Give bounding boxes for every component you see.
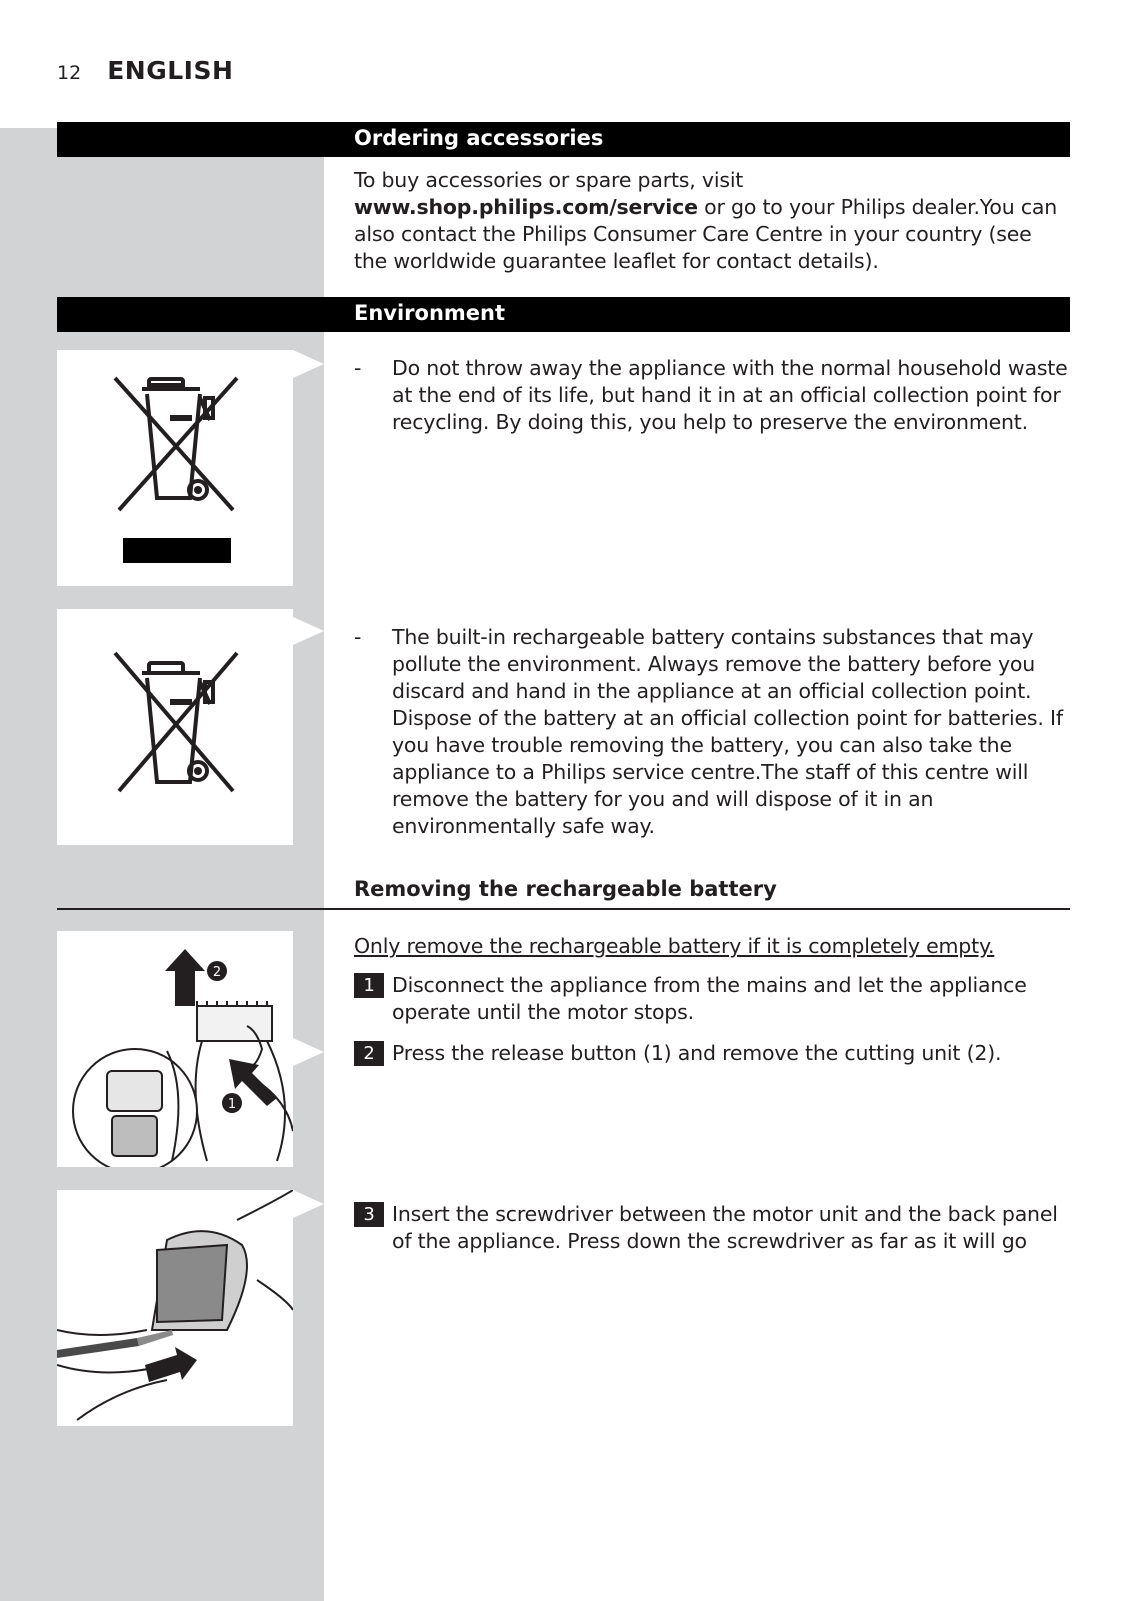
crossed-bin-icon [57,609,293,845]
step-number: 3 [354,1202,384,1227]
battery-note: Only remove the rechargeable battery if it is completely empty. [354,934,995,958]
figure-pointer [293,1190,324,1218]
section-bar-environment [57,297,1070,332]
weee-bin-figure-2 [57,609,293,845]
section-bar-ordering [57,122,1070,157]
language-label: ENGLISH [107,56,234,85]
step-1: 1 Disconnect the appliance from the mains and let the appliance operate until the motor stops. [354,972,1070,1026]
figure-pointer [293,350,324,378]
page-number: 12 [57,62,82,84]
environment-heading: Environment [354,301,506,325]
figure-pointer [293,1038,324,1066]
svg-text:1: 1 [227,1097,237,1112]
weee-bin-figure-1 [57,350,293,586]
step-number: 1 [354,973,384,998]
page-header [57,56,233,90]
step-3: 3 Insert the screwdriver between the motor unit and the back panel of the appliance. Press down the screwdriver as far as it will go [354,1201,1070,1255]
screwdriver-figure [57,1190,293,1426]
step-2: 2 Press the release button (1) and remove the cutting unit (2). [354,1040,1070,1067]
section-rule [57,908,1070,910]
svg-text:2: 2 [212,965,222,980]
screwdriver-illustration [57,1190,293,1426]
release-figure [57,931,293,1167]
shop-url-link[interactable]: www.shop.philips.com/service [354,195,698,219]
environment-item-1: - Do not throw away the appliance with the normal household waste at the end of its life, but hand it in at an official collection point for recycling. By doing this, you help to preserve the environment. [354,356,1068,434]
crossed-bin-icon [57,350,293,586]
ordering-paragraph: To buy accessories or spare parts, visit www.shop.philips.com/service or go to your Philips dealer.You can also contact the Philips Consumer Care Centre in your country (see the worldwide guarantee leaflet for contact details). [354,168,1058,273]
figure-pointer [293,617,324,645]
release-cutting-unit-illustration [57,931,293,1167]
step-number: 2 [354,1041,384,1066]
battery-heading: Removing the rechargeable battery [354,877,777,901]
ordering-heading: Ordering accessories [354,126,604,150]
environment-item-2: - The built-in rechargeable battery contains substances that may pollute the environment. Always remove the battery before you discard and hand in the appliance at an official collection point. Dispose of the battery at an official collection point for batteries. If you have trouble removing the battery, you can also take the appliance to a Philips service centre.The staff of this centre will remove the battery for you and will dispose of it in an environmentally safe way. [354,625,1063,838]
